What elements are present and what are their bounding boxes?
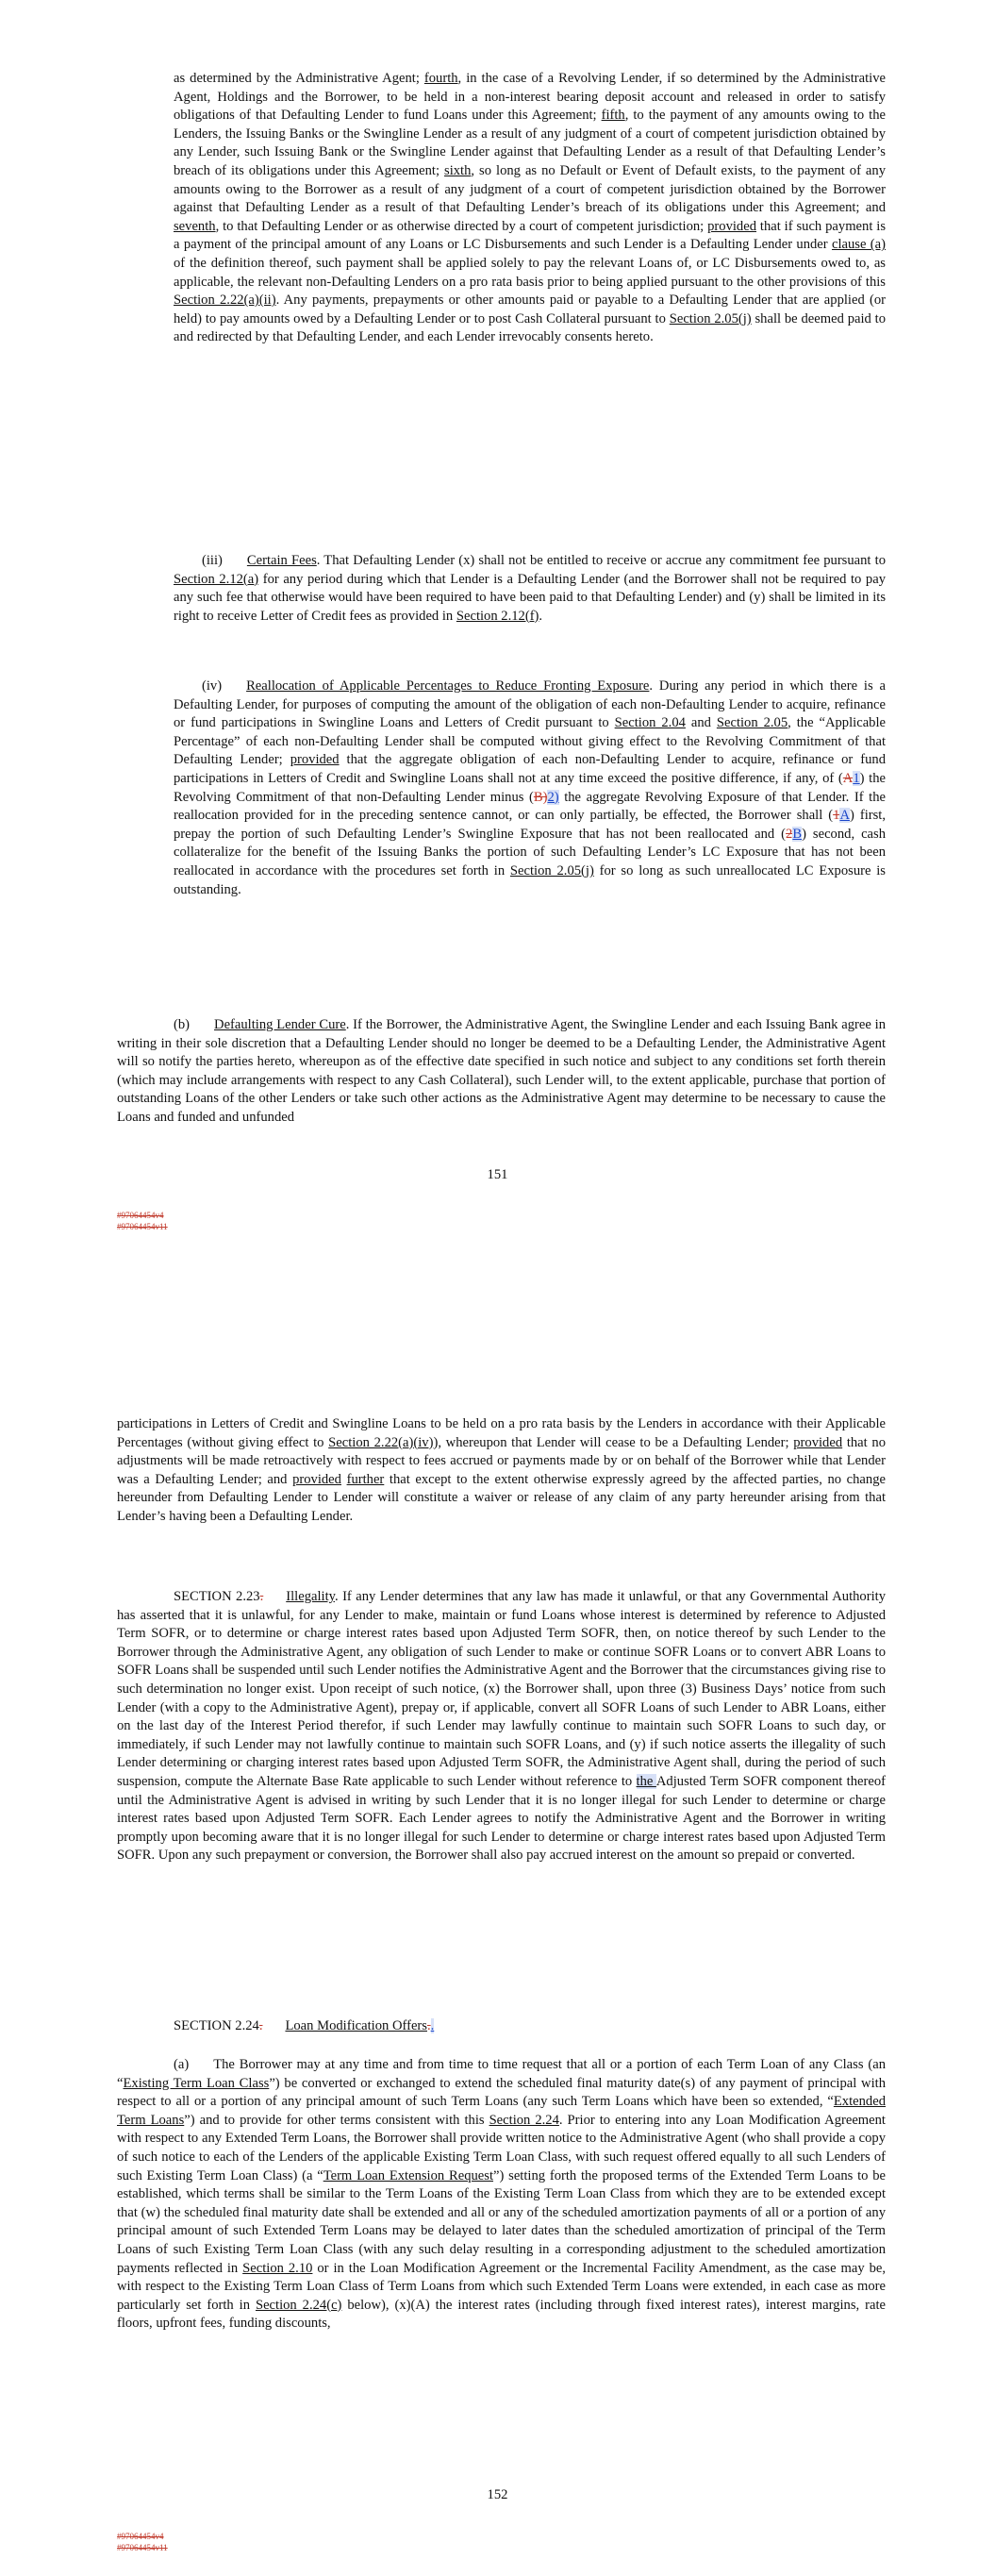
defined-term-extended-term-loans: Extended Term Loans bbox=[117, 2094, 886, 2128]
clause-title: Reallocation of Applicable Percentages to Reduce Fronting Exposure bbox=[246, 678, 650, 694]
term-seventh: seventh bbox=[174, 218, 216, 234]
section-title: Loan Modification Offers bbox=[285, 2018, 427, 2033]
text-run: that except to the extent otherwise expressly agreed by the affected parties, no change hereunder from Defaulting Lender to Lender will constitute a waiver or release of any claim of any party hereunder arising from that Lender’s having been a Defaulting Lender. bbox=[117, 1471, 886, 1524]
term-provided: provided bbox=[793, 1434, 843, 1450]
cross-reference-section-2-05: Section 2.05 bbox=[716, 715, 788, 731]
text-run: . bbox=[539, 608, 543, 624]
text-run: ”) setting forth the proposed terms of the Extended Term Loans to be established, which terms shall be similar to the Term Loans of the Existing Term Loan Class from which they are to be extended except that (w) the scheduled final maturity date shall be extended and all or any of the scheduled amortization payments of all or a portion of any principal amount of such Extended Term Loans may be delayed to later dates than the scheduled amortization of principal of the Term Loans of such Existing Term Loan Class (with any such delay resulting in a corresponding adjustment to the scheduled amortization payments reflected in bbox=[117, 2167, 886, 2276]
clause-number: (b) bbox=[174, 1017, 191, 1032]
deleted-text: . bbox=[426, 2018, 431, 2033]
inserted-text: 1 bbox=[853, 770, 860, 786]
clause-number: (iii) bbox=[202, 553, 223, 568]
term-provided: provided bbox=[707, 218, 757, 234]
page-number: 151 bbox=[487, 1167, 508, 1182]
text-run: . If any Lender determines that any law has made it unlawful, or that any Governmental Authority has asserted that it is unlawful, for any Lender to make, maintain or fund Loans whose interest is determined by reference to Adjusted Term SOFR, or to determine or charge interest rates based upon Adjusted Term SOFR, then, on notice thereof by such Lender to the Borrower through the Administrative Agent, any obligation of such Lender to make or continue SOFR Loans or to convert ABR Loans to SOFR Loans shall be suspended until such Lender notifies the Administrative Agent and the Borrower that the circumstances giving rise to such determination no longer exist. Upon receipt of such notice, (x) the Borrower shall, upon three (3) Business Days’ notice from such Lender (with a copy to the Administrative Agent), prepay or, if applicable, convert all SOFR Loans of such Lender to ABR Loans, either on the last day of the Interest Period therefor, if such Lender may lawfully continue to maintain such SOFR Loans to such day, or immediately, if such Lender may not lawfully continue to maintain such SOFR Loans, and (y) if such notice asserts the illegality of such Lender determining or charging interest rates based upon Adjusted Term SOFR, the Administrative Agent shall, during the period of such suspension, compute the Alternate Base Rate applicable to such Lender without reference to bbox=[117, 1589, 886, 1789]
deleted-text: . bbox=[259, 1589, 264, 1604]
inserted-text: the bbox=[636, 1773, 656, 1789]
text-run: as determined by the Administrative Agent; bbox=[174, 71, 424, 86]
section-number: SECTION 2.24 bbox=[174, 2018, 259, 2033]
text-run: and bbox=[685, 715, 717, 731]
cross-reference-section-2-05-j: Section 2.05(j) bbox=[509, 862, 594, 878]
text-run: that no adjustments will be made retroactively with respect to fees accrued or payments made by or on behalf of the Borrower while that Lender was a Defaulting Lender; and bbox=[117, 1434, 886, 1487]
text-run: , to that Defaulting Lender or as otherwise directed by a court of competent jurisdiction; bbox=[215, 218, 708, 234]
text-run: of the definition thereof, such payment shall be applied solely to pay the relevant Loans of, or LC Disbursements owed to, as applicable, the relevant non-Defaulting Lenders on a pro rata basis prior to being applied pursuant to the other provisions of this bbox=[174, 255, 886, 290]
section-title: Illegality bbox=[286, 1589, 335, 1604]
cross-reference-section-2-10: Section 2.10 bbox=[242, 2260, 313, 2276]
paragraph-defaulting-lender-waterfall bbox=[174, 70, 886, 347]
clause-number: (iv) bbox=[202, 678, 223, 694]
text-run: , in the case of a Revolving Lender, if so determined by the Administrative Agent, Holdings and the Borrower, to be held in a non-interest bearing deposit account and released in order to satisfy obligations of that Defaulting Lender to fund Loans under this Agreement; bbox=[174, 71, 886, 124]
document-id-footer-new: #97064454v11 bbox=[117, 2543, 168, 2552]
document-id-footer-old: #97064454v4 bbox=[117, 2532, 164, 2541]
text-run: . Prior to entering into any Loan Modification Agreement with respect to any Extended Term Loans, the Borrower shall provide written notice to the Administrative Agent (who shall provide a copy of such notice to each of the Lenders of the applicable Existing Term Loan Class, with such request offered equally to all such Lenders of such Existing Term Loan Class) (a “ bbox=[117, 2112, 886, 2183]
text-run: for so long as such unreallocated LC Exposure is outstanding. bbox=[174, 862, 886, 897]
section-2-24-heading bbox=[174, 2017, 886, 2036]
document-id-footer-new: #97064454v11 bbox=[117, 1222, 168, 1231]
paragraph-iii-certain-fees bbox=[174, 552, 886, 626]
section-number: SECTION 2.23 bbox=[174, 1589, 260, 1604]
text-run: . If the Borrower, the Administrative Agent, the Swingline Lender and each Issuing Bank agree in writing in their sole discretion that a Defaulting Lender should no longer be deemed to be a Defaulting Lender, the Administrative Agent will so notify the parties hereto, whereupon as of the effective date specified in such notice and subject to any conditions set forth therein (which may include arrangements with respect to any Cash Collateral), such Lender will, to the extent applicable, purchase that portion of outstanding Loans of the other Lenders or take such other actions as the Administrative Agent may determine to be necessary to cause the Loans and funded and unfunded bbox=[117, 1017, 886, 1125]
deleted-text: . bbox=[258, 2018, 263, 2033]
text-run: for any period during which that Lender is a Defaulting Lender (and the Borrower shall not be required to pay any such fee that otherwise would have been required to have been paid to that Defaulting Lender) and (y) shall be limited in its right to receive Letter of Credit fees as provided in bbox=[174, 571, 886, 624]
text-run: that if such payment is a payment of the principal amount of any Loans or LC Disbursements and such Lender is a Defaulting Lender under bbox=[174, 218, 886, 253]
page-number: 152 bbox=[487, 2487, 508, 2502]
text-run: The Borrower may at any time and from time to time request that all or a portion of each Term Loan of any Class (an “ bbox=[117, 2057, 886, 2091]
cross-reference-section-2-04: Section 2.04 bbox=[614, 715, 686, 731]
cross-reference-section-2-12-f: Section 2.12(f) bbox=[456, 608, 539, 624]
text-run: ) first, prepay the portion of such Defaulting Lender’s Swingline Exposure that has not been reallocated and ( bbox=[174, 808, 886, 842]
term-provided: provided bbox=[292, 1471, 341, 1487]
term-sixth: sixth bbox=[444, 162, 472, 178]
clause-title: Certain Fees bbox=[246, 553, 317, 568]
deleted-text: 1 bbox=[833, 808, 840, 824]
defined-term-term-loan-extension-request: Term Loan Extension Request bbox=[323, 2167, 494, 2183]
cross-reference-section-2-22-a-ii: Section 2.22(a)(ii) bbox=[174, 293, 276, 309]
text-run: ), whereupon that Lender will cease to be a Defaulting Lender; bbox=[433, 1434, 794, 1450]
text-run: ) second, cash collateralize for the benefit of the Issuing Banks the portion of such Defaulting Lender’s LC Exposure that has not been reallocated in accordance with the procedures set forth in bbox=[174, 826, 886, 878]
text-run: ”) and to provide for other terms consistent with this bbox=[184, 2112, 489, 2128]
term-provided: provided bbox=[290, 752, 340, 768]
document-page-152 bbox=[0, 1255, 995, 2576]
document-page-151 bbox=[0, 0, 995, 1255]
text-run: , the “Applicable Percentage” of each non-Defaulting Lender shall be computed without giving effect to the Revolving Commitment of that Defaulting Lender; bbox=[174, 715, 886, 768]
deleted-text: B) bbox=[533, 789, 548, 805]
text-run: , to the payment of any amounts owing to the Lenders, the Issuing Banks or the Swingline Lender as a result of any judgment of a court of competent jurisdiction obtained by any Lender, such Issuing Bank or the Swingline Lender against that Defaulting Lender as a result of that Defaulting Lender’s breach of its obligations under this Agreement; bbox=[174, 108, 886, 178]
text-run: that the aggregate obligation of each non-Defaulting Lender to acquire, refinance or fund participations in Letters of Credit and Swingline Loans shall not at any time exceed the positive difference, if any, of ( bbox=[174, 752, 886, 786]
text-run: . Any payments, prepayments or other amounts paid or payable to a Defaulting Lender that are applied (or held) to pay amounts owed by a Defaulting Lender or to post Cash Collateral pursuant to bbox=[174, 293, 886, 326]
clause-title: Defaulting Lender Cure bbox=[214, 1017, 346, 1032]
term-further: further bbox=[346, 1471, 385, 1487]
term-fifth: fifth bbox=[601, 108, 625, 124]
term-fourth: fourth bbox=[423, 71, 458, 86]
text-run: participations in Letters of Credit and Swingline Loans to be held on a pro rata basis by the Lenders in accordance with their Applicable Percentages (without giving effect to bbox=[117, 1416, 886, 1450]
cross-reference-section-2-12-a: Section 2.12(a) bbox=[174, 571, 259, 587]
cross-reference-section-2-05-j: Section 2.05(j) bbox=[669, 310, 752, 326]
deleted-text: 2 bbox=[786, 826, 793, 842]
inserted-text: 2) bbox=[547, 789, 559, 805]
text-run: below), (x)(A) the interest rates (including through fixed interest rates), interest margins, rate floors, upfront fees, funding discounts, bbox=[117, 2297, 886, 2332]
text-run: . During any period in which there is a Defaulting Lender, for purposes of computing the amount of the obligation of each non-Defaulting Lender to acquire, refinance or fund participations in Swingline Loans and Letters of Credit pursuant to bbox=[174, 678, 886, 731]
inserted-text: A bbox=[839, 808, 850, 824]
inserted-text: B bbox=[792, 826, 803, 842]
inserted-text: . bbox=[430, 2018, 435, 2033]
text-run: Adjusted Term SOFR component thereof until the Administrative Agent is advised in writing by such Lender that it is no longer illegal for such Lender to determine or charge interest rates based upon Adjusted Term SOFR. Each Lender agrees to notify the Administrative Agent and the Borrower in writing promptly upon becoming aware that it is no longer illegal for such Lender to determine or charge interest rates based upon Adjusted Term SOFR. Upon any such prepayment or conversion, the Borrower shall also pay accrued interest on the amount so prepaid or converted. bbox=[117, 1773, 886, 1864]
text-run: ) the Revolving Commitment of that non-Defaulting Lender minus ( bbox=[174, 770, 886, 805]
text-run: or in the Loan Modification Agreement or the Incremental Facility Amendment, as the case may be, with respect to the Existing Term Loan Class of Term Loans from which such Extended Term Loans were extended, in each case as more particularly set forth in bbox=[117, 2260, 886, 2313]
paragraph-cure-continuation bbox=[117, 1415, 886, 1527]
text-run: shall be deemed paid to and redirected by that Defaulting Lender, and each Lender irrevocably consents hereto. bbox=[174, 310, 886, 345]
text-run: ”) be converted or exchanged to extend the scheduled final maturity date(s) of any payment of principal with respect to all or a portion of any principal amount of such Term Loans (any such Term Loans which have been so extended, “ bbox=[117, 2075, 886, 2110]
text-run: . That Defaulting Lender (x) shall not be entitled to receive or accrue any commitment fee pursuant to bbox=[316, 553, 886, 568]
defined-term-existing-term-loan-class: Existing Term Loan Class bbox=[123, 2075, 270, 2091]
cross-reference-section-2-24-c: Section 2.24(c) bbox=[255, 2297, 342, 2313]
text-run: , so long as no Default or Event of Default exists, to the payment of any amounts owing to the Borrower as a result of any judgment of a court of competent jurisdiction obtained by the Borrower against that Defaulting Lender as a result of that Defaulting Lender’s breach of its obligations under this Agreement; and bbox=[174, 162, 886, 216]
clause-number: (a) bbox=[174, 2057, 190, 2072]
section-2-23-illegality bbox=[117, 1588, 886, 1865]
cross-reference-section-2-22-a-iv: Section 2.22(a)(iv) bbox=[328, 1434, 434, 1450]
paragraph-b-defaulting-lender-cure bbox=[117, 1016, 886, 1128]
text-run: the aggregate Revolving Exposure of that Lender. If the reallocation provided for in the preceding sentence cannot, or can only partially, be effected, the Borrower shall ( bbox=[174, 789, 886, 824]
document-id-footer-old: #97064454v4 bbox=[117, 1211, 164, 1220]
cross-reference-clause-a: clause (a) bbox=[831, 237, 886, 253]
cross-reference-section-2-24: Section 2.24 bbox=[489, 2112, 559, 2128]
paragraph-a-term-loan-extension bbox=[117, 2056, 886, 2333]
deleted-text: A bbox=[842, 770, 854, 786]
paragraph-iv-reallocation bbox=[174, 677, 886, 899]
